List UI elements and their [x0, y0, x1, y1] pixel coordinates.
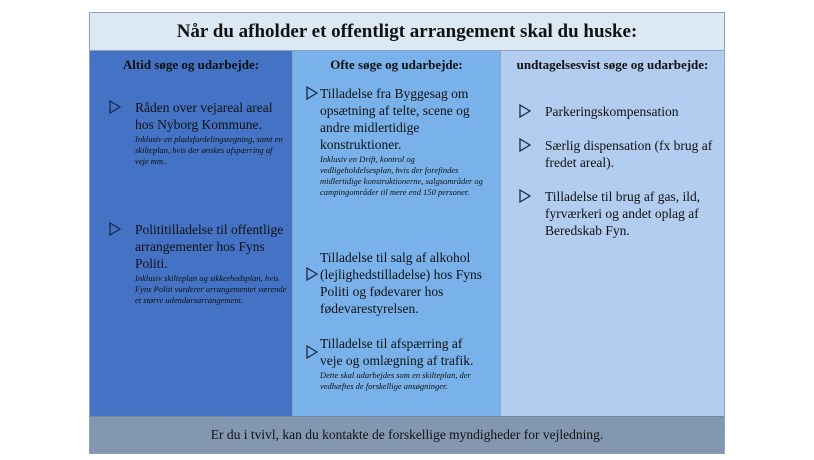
- arrow-outline-triangle-icon: [109, 222, 123, 236]
- arrow-outline-triangle-icon: [109, 100, 123, 114]
- column-exceptional: [500, 51, 724, 416]
- item-text: Tilladelse til afspærring af veje og omlægning af trafik.: [320, 336, 474, 368]
- item-text: Tilladelse fra Byggesag om opsætning af telte, scene og andre midlertidige konstruktioner.: [320, 86, 470, 152]
- arrow-outline-triangle-icon: [306, 86, 320, 100]
- arrow-outline-triangle-icon: [306, 345, 320, 359]
- list-item: [519, 188, 715, 239]
- item-note: Inklusiv skilteplan og sikkerhedsplan, hvis Fyns Politi vurderer arrangementet værende et større udendørsarrangement.: [135, 273, 287, 305]
- column-heading-exceptional: undtagelsesvist søge og udarbejde:: [516, 57, 709, 72]
- list-item: [519, 103, 715, 120]
- item-text: Særlig dispensation (fx brug af fredet areal).: [545, 138, 713, 170]
- infographic-frame: [89, 12, 725, 454]
- column-always: [90, 51, 292, 416]
- item-text: Tilladelse til brug af gas, ild, fyrværkeri og andet oplag af Beredskab Fyn.: [545, 189, 701, 238]
- list-item: [306, 335, 486, 392]
- item-text: Polititilladelse til offentlige arrangementer hos Fyns Politi.: [135, 222, 284, 271]
- arrow-outline-triangle-icon: [519, 138, 533, 152]
- list-item: [519, 137, 715, 171]
- list-item: [109, 99, 287, 167]
- item-note: Inklusiv en pladsfordelingstegning, samt en skilteplan, hvis der ønskes afspærring af veje mm..: [135, 134, 283, 166]
- item-text: Tilladelse til salg af alkohol (lejlighedstilladelse) hos Fyns Politi og fødevarer hos fødevarestyrelsen.: [320, 250, 482, 316]
- title-bar: [90, 13, 724, 51]
- column-heading-often: Ofte søge og udarbejde:: [330, 57, 463, 72]
- list-item: [306, 85, 486, 198]
- item-text: Råden over vejareal areal hos Nyborg Kommune.: [135, 100, 273, 132]
- list-item: [306, 249, 486, 317]
- arrow-outline-triangle-icon: [519, 189, 533, 203]
- column-often: [292, 51, 500, 416]
- item-note: Inklusiv en Drift, kontrol og vedligeholdelsesplan, hvis der forefindes midlertidige konstruktionerne, salgsområder og campingområder til mere end 150 personer.: [320, 154, 483, 197]
- footer-text: Er du i tvivl, kan du kontakte de forskellige myndigheder for vejledning.: [210, 427, 604, 442]
- arrow-outline-triangle-icon: [519, 104, 533, 118]
- item-note: Dette skal udarbejdes som en skilteplan, der vedhæftes de forskellige ansøgninger.: [320, 370, 471, 391]
- page-title: Når du afholder et offentligt arrangement skal du huske:: [176, 20, 638, 42]
- footer-bar: [90, 416, 724, 453]
- list-item: [109, 221, 287, 306]
- item-text: Parkeringskompensation: [545, 104, 679, 119]
- arrow-outline-triangle-icon: [306, 267, 320, 281]
- column-heading-always: Altid søge og udarbejde:: [122, 57, 260, 72]
